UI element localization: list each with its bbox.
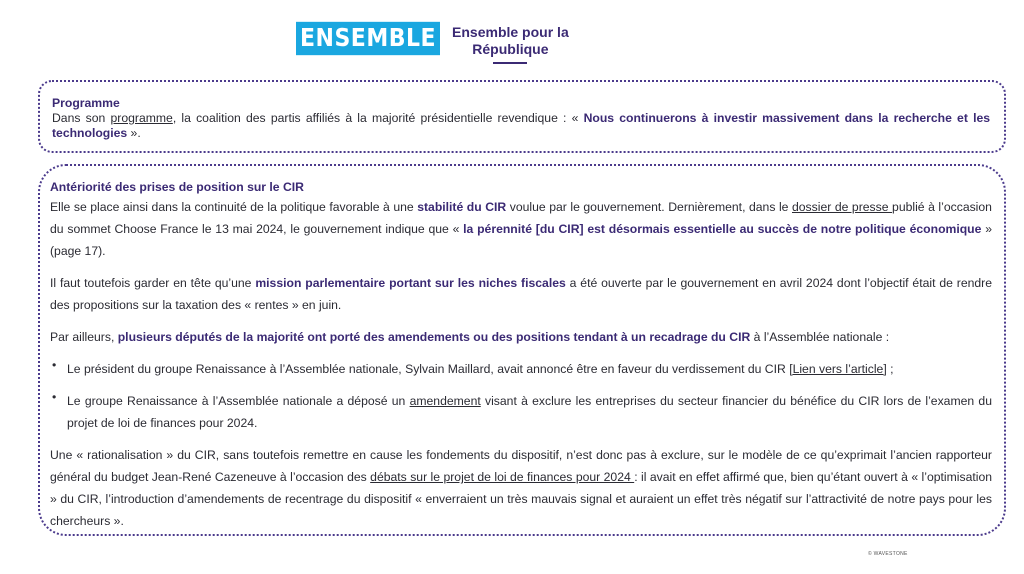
text-part: à l’Assemblée nationale : [750,330,890,344]
programme-title: Programme [52,96,120,110]
header [296,24,569,64]
programme-text-part: Dans son [52,111,111,125]
programme-quote: Nous continuerons à investir massivement dans la recherche et les technologies [52,111,991,140]
paragraph-deputes [50,326,992,348]
amendement-link[interactable]: amendement [409,394,481,408]
paragraph-mission [50,272,992,316]
bullet-text [67,390,992,434]
bold-text: la pérennité [du CIR] est désormais essentielle au succès de notre politique économique [463,222,982,236]
bullet-icon: • [52,358,57,372]
ensemble-logo: ENSEMBLE [296,22,440,55]
text-part: Le président du groupe Renaissance à l’Assemblée nationale, Sylvain Maillard, avait annoncé être en faveur du verdissement du CIR [67,362,790,376]
programme-link[interactable]: programme [110,111,173,125]
party-name-line2: République [472,41,549,57]
article-link[interactable]: [Lien vers l’article] [789,362,887,376]
dossier-presse-link[interactable]: dossier de presse [792,200,893,214]
list-item [50,358,992,380]
bullet-text [67,358,992,380]
bold-text: stabilité du CIR [417,200,507,214]
party-name-line1: Ensemble pour la [452,24,569,40]
anteriorite-box [38,164,1006,536]
programme-text-part: , la coalition des partis affiliés à la majorité présidentielle revendique : « [172,111,584,125]
text-part: Elle se place ainsi dans la continuité de la politique favorable à une [50,200,418,214]
paragraph-stabilite [50,196,992,262]
bold-text: mission parlementaire portant sur les niches fiscales [255,276,566,290]
text-part: Par ailleurs, [50,330,118,344]
party-name [452,24,569,64]
text-part: visant à exclure les entreprises du secteur financier du bénéfice du CIR lors de l’examen du projet de loi de finances pour 2024. [67,394,992,430]
text-part: ; [886,362,894,376]
list-item [50,390,992,434]
text-part: Le groupe Renaissance à l’Assemblée nationale a déposé un [67,394,410,408]
programme-text-part: ». [127,126,141,140]
text-part: » (page 17). [50,222,992,258]
text-part: : il avait en effet affirmé que, bien qu’étant ouvert à « l’optimisation » du CIR, l’introduction d’amendements de recentrage du dispositif « enverraient un très mauvais signal et auraient un effet très négatif sur l’attractivité de notre pays pour les chercheurs ». [50,470,992,528]
title-underline [493,62,527,64]
debats-link[interactable]: débats sur le projet de loi de finances pour 2024 [370,470,635,484]
paragraph-rationalisation [50,444,992,532]
text-part: Une « rationalisation » du CIR, sans toutefois remettre en cause les fondements du dispositif, n’est donc pas à exclure, sur le modèle de ce qu’exprimait l’ancien rapporteur général du budget Jean-René Cazeneuve à l’occasion des [50,448,992,484]
bullet-icon: • [52,390,57,404]
text-part: voulue par le gouvernement. Dernièrement, dans le [506,200,792,214]
bold-text: plusieurs députés de la majorité ont porté des amendements ou des positions tendant à un recadrage du CIR [117,330,751,344]
copyright-text: © WAVESTONE [868,551,908,557]
text-part: publié à l’occasion du sommet Choose France le 13 mai 2024, le gouvernement indique que « [50,200,992,236]
programme-text [52,111,990,141]
text-part: Il faut toutefois garder en tête qu’une [50,276,256,290]
text-part: a été ouverte par le gouvernement en avril 2024 dont l’objectif était de rendre des propositions sur la taxation des « rentes » en juin. [50,276,992,312]
anteriorite-title: Antériorité des prises de position sur le CIR [50,180,304,194]
programme-box [38,80,1006,153]
